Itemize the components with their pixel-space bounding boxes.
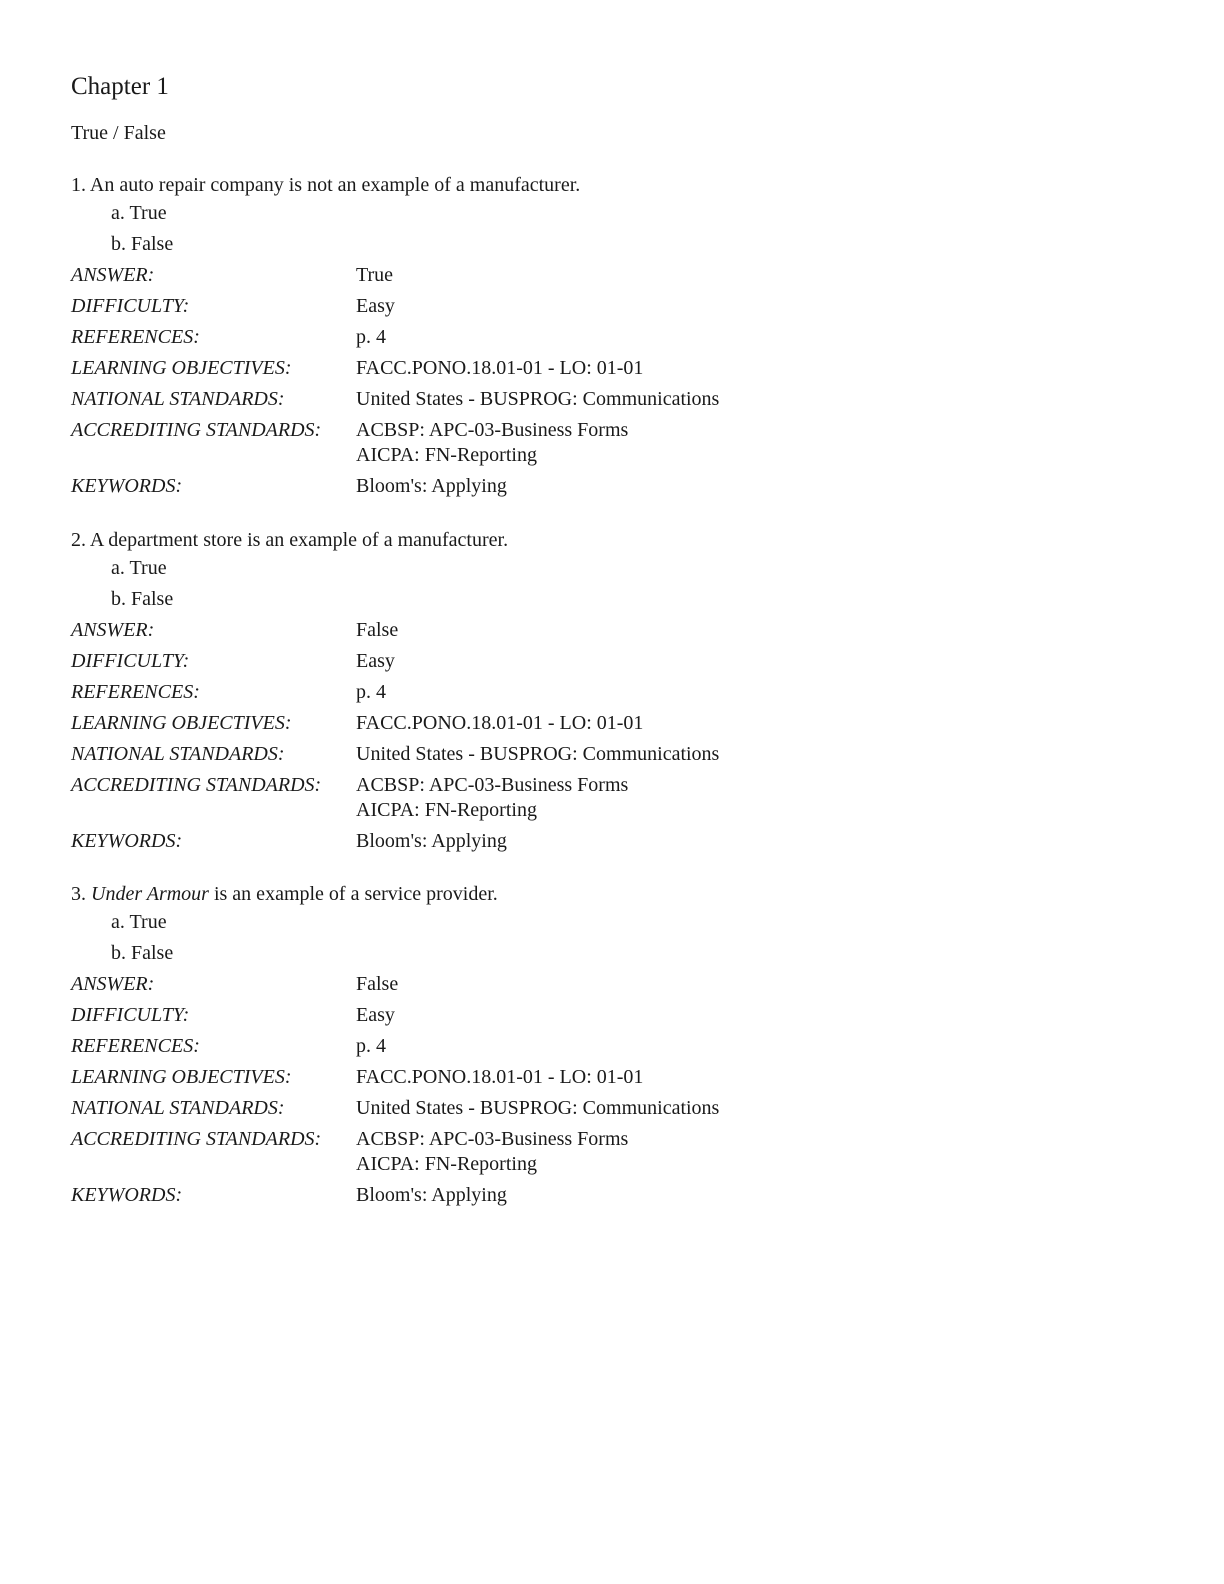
accrediting-standards-value-1: ACBSP: APC-03-Business Forms xyxy=(356,1128,629,1150)
learning-objectives-label: LEARNING OBJECTIVES: xyxy=(71,712,292,734)
learning-objectives-value: FACC.PONO.18.01-01 - LO: 01-01 xyxy=(356,712,644,734)
option-a: a. True xyxy=(111,557,167,579)
difficulty-label: DIFFICULTY: xyxy=(71,1004,190,1026)
keywords-label: KEYWORDS: xyxy=(71,830,183,852)
answer-label: ANSWER: xyxy=(71,619,155,641)
references-value: p. 4 xyxy=(356,681,386,703)
learning-objectives-label: LEARNING OBJECTIVES: xyxy=(71,357,292,379)
keywords-value: Bloom's: Applying xyxy=(356,475,507,497)
accrediting-standards-label: ACCREDITING STANDARDS: xyxy=(71,419,322,441)
national-standards-value: United States - BUSPROG: Communications xyxy=(356,1097,720,1119)
national-standards-label: NATIONAL STANDARDS: xyxy=(71,1097,285,1119)
question-stem xyxy=(71,527,508,553)
national-standards-label: NATIONAL STANDARDS: xyxy=(71,743,285,765)
references-label: REFERENCES: xyxy=(71,1035,200,1057)
accrediting-standards-value-1: ACBSP: APC-03-Business Forms xyxy=(356,774,629,796)
difficulty-label: DIFFICULTY: xyxy=(71,650,190,672)
accrediting-standards-label: ACCREDITING STANDARDS: xyxy=(71,1128,322,1150)
answer-label: ANSWER: xyxy=(71,973,155,995)
keywords-label: KEYWORDS: xyxy=(71,475,183,497)
accrediting-standards-value-1: ACBSP: APC-03-Business Forms xyxy=(356,419,629,441)
keywords-value: Bloom's: Applying xyxy=(356,830,507,852)
stem-text: An auto repair company is not an example of a manufacturer. xyxy=(89,174,581,196)
learning-objectives-label: LEARNING OBJECTIVES: xyxy=(71,1066,292,1088)
stem-italic: Under Armour xyxy=(91,883,209,905)
stem-text-post: is an example of a service provider. xyxy=(208,883,498,905)
learning-objectives-value: FACC.PONO.18.01-01 - LO: 01-01 xyxy=(356,357,644,379)
stem-text: A department store is an example of a manufacturer. xyxy=(89,529,509,551)
references-label: REFERENCES: xyxy=(71,326,200,348)
accrediting-standards-label: ACCREDITING STANDARDS: xyxy=(71,774,322,796)
option-b: b. False xyxy=(111,588,174,610)
question-number: 1. xyxy=(71,174,86,196)
references-value: p. 4 xyxy=(356,326,386,348)
question-stem xyxy=(71,881,498,907)
answer-value: False xyxy=(356,973,399,995)
chapter-title: Chapter 1 xyxy=(71,73,169,100)
option-a: a. True xyxy=(111,911,167,933)
accrediting-standards-value-2: AICPA: FN-Reporting xyxy=(356,444,537,466)
learning-objectives-value: FACC.PONO.18.01-01 - LO: 01-01 xyxy=(356,1066,644,1088)
option-a: a. True xyxy=(111,202,167,224)
references-value: p. 4 xyxy=(356,1035,386,1057)
references-label: REFERENCES: xyxy=(71,681,200,703)
question-number: 3. xyxy=(71,883,86,905)
national-standards-value: United States - BUSPROG: Communications xyxy=(356,388,720,410)
question-number: 2. xyxy=(71,529,86,551)
answer-value: False xyxy=(356,619,399,641)
option-b: b. False xyxy=(111,233,174,255)
accrediting-standards-value-2: AICPA: FN-Reporting xyxy=(356,799,537,821)
accrediting-standards-value-2: AICPA: FN-Reporting xyxy=(356,1153,537,1175)
keywords-label: KEYWORDS: xyxy=(71,1184,183,1206)
section-title: True / False xyxy=(71,122,166,144)
difficulty-label: DIFFICULTY: xyxy=(71,295,190,317)
answer-value: True xyxy=(356,264,394,286)
difficulty-value: Easy xyxy=(356,650,395,672)
question-stem xyxy=(71,172,580,198)
difficulty-value: Easy xyxy=(356,1004,395,1026)
national-standards-label: NATIONAL STANDARDS: xyxy=(71,388,285,410)
answer-label: ANSWER: xyxy=(71,264,155,286)
national-standards-value: United States - BUSPROG: Communications xyxy=(356,743,720,765)
option-b: b. False xyxy=(111,942,174,964)
difficulty-value: Easy xyxy=(356,295,395,317)
keywords-value: Bloom's: Applying xyxy=(356,1184,507,1206)
